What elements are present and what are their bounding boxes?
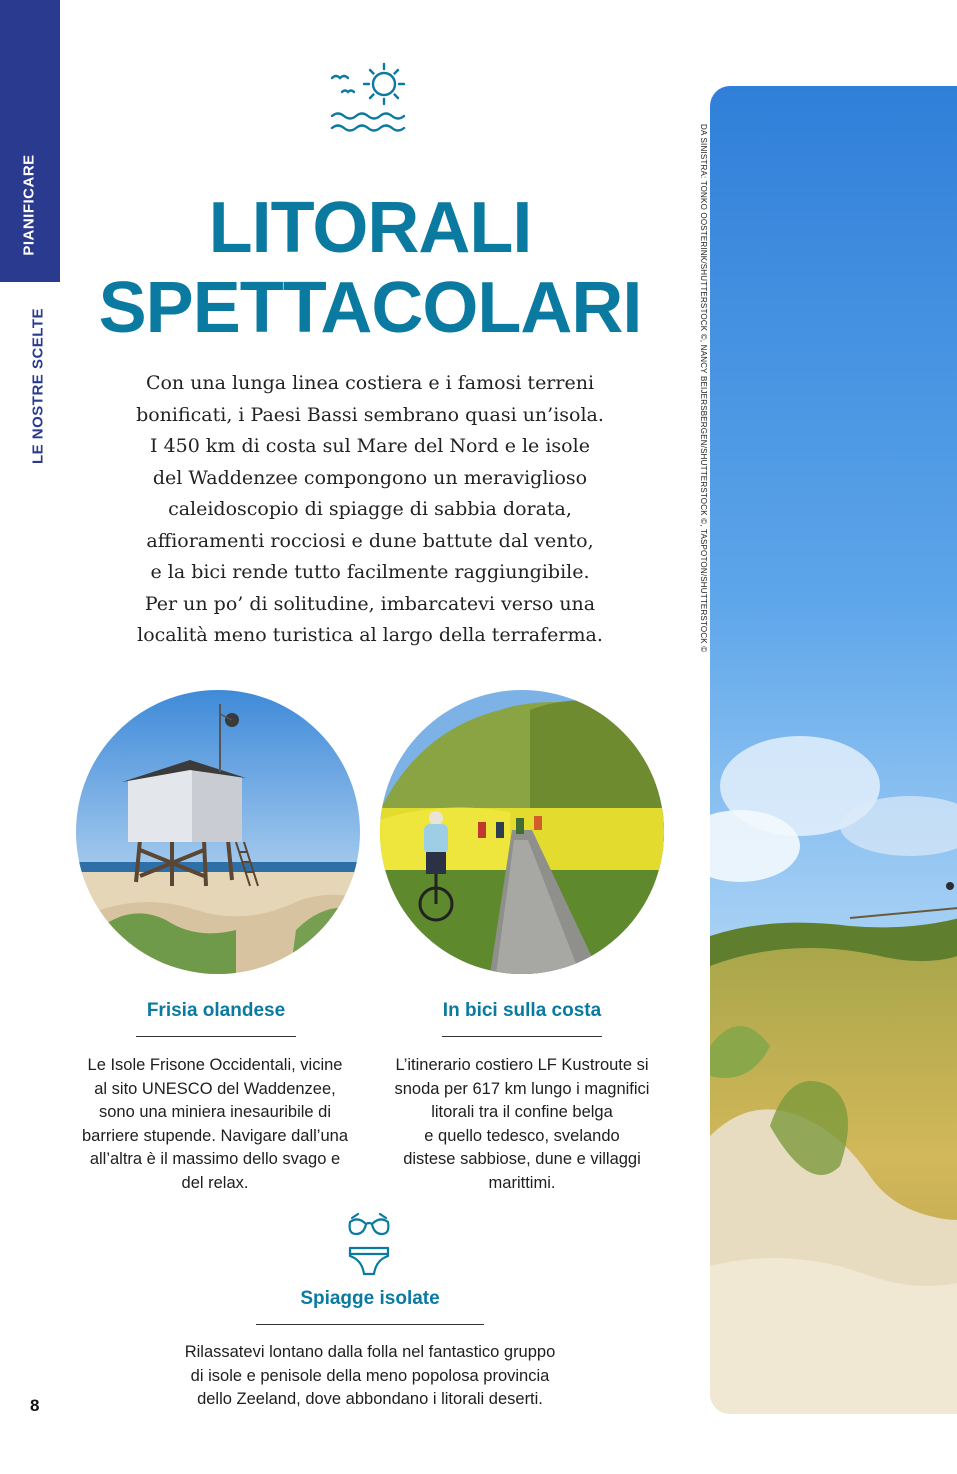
page-title [60, 188, 680, 348]
feature-frisia-divider [136, 1036, 296, 1037]
feature-bici-divider [442, 1036, 602, 1037]
feature-bici-title: In bici sulla costa [442, 1000, 602, 1021]
sidebar-tab [0, 0, 60, 282]
beach-hut-photo [76, 690, 360, 974]
feature-frisia-title: Frisia olandese [146, 1000, 286, 1021]
swimwear-icon [346, 1212, 392, 1276]
feature-frisia-text: Le Isole Frisone Occidentali, vicine al sito UNESCO del Waddenzee, sono una miniera inesauribile di barriere stupende. Navigare dall’una all’altra è il massimo dello svago e del relax. [82, 1056, 348, 1192]
feature-bici-text: L’itinerario costiero LF Kustroute si snoda per 617 km lungo i magnifici litorali tra il confine belga e quello tedesco, svelando distese sabbiose, dune e villaggi marittimi. [394, 1056, 650, 1192]
sun-waves-icon [328, 58, 412, 138]
page-number: 8 [30, 1396, 40, 1415]
sidebar-tab-label: PIANIFICARE [20, 154, 38, 256]
photo-credits: DA SINISTRA: TONKO OOSTERINK/SHUTTERSTOCK ©, NANCY BEIJERSBERGEN/SHUTTERSTOCK ©, TASPOTON/SHUTTERSTOCK © [699, 124, 708, 653]
cyclists-photo [380, 690, 664, 974]
sidebar-section-label: LE NOSTRE SCELTE [29, 307, 47, 465]
feature-spiagge-text: Rilassatevi lontano dalla folla nel fantastico gruppo di isole e penisole della meno popolosa provincia dello Zeeland, dove abbondano i litorali deserti. [184, 1343, 556, 1408]
intro-paragraph: Con una lunga linea costiera e i famosi terreni bonificati, i Paesi Bassi sembrano quasi un’isola. I 450 km di costa sul Mare del Nord e le isole del Waddenzee compongono un meraviglioso caleidoscopio di spiagge di sabbia dorata, affioramenti rocciosi e dune battute dal vento, e la bici rende tutto facilmente raggiungibile. Per un po’ di solitudine, imbarcatevi verso una località meno turistica al largo della terraferma. [136, 372, 604, 646]
title-line-2: SPETTACOLARI [98, 268, 642, 348]
title-line-1: LITORALI [208, 188, 532, 268]
feature-spiagge-title: Spiagge isolate [300, 1288, 440, 1309]
feature-spiagge-divider [256, 1324, 484, 1325]
dune-beach-photo [710, 86, 957, 1414]
